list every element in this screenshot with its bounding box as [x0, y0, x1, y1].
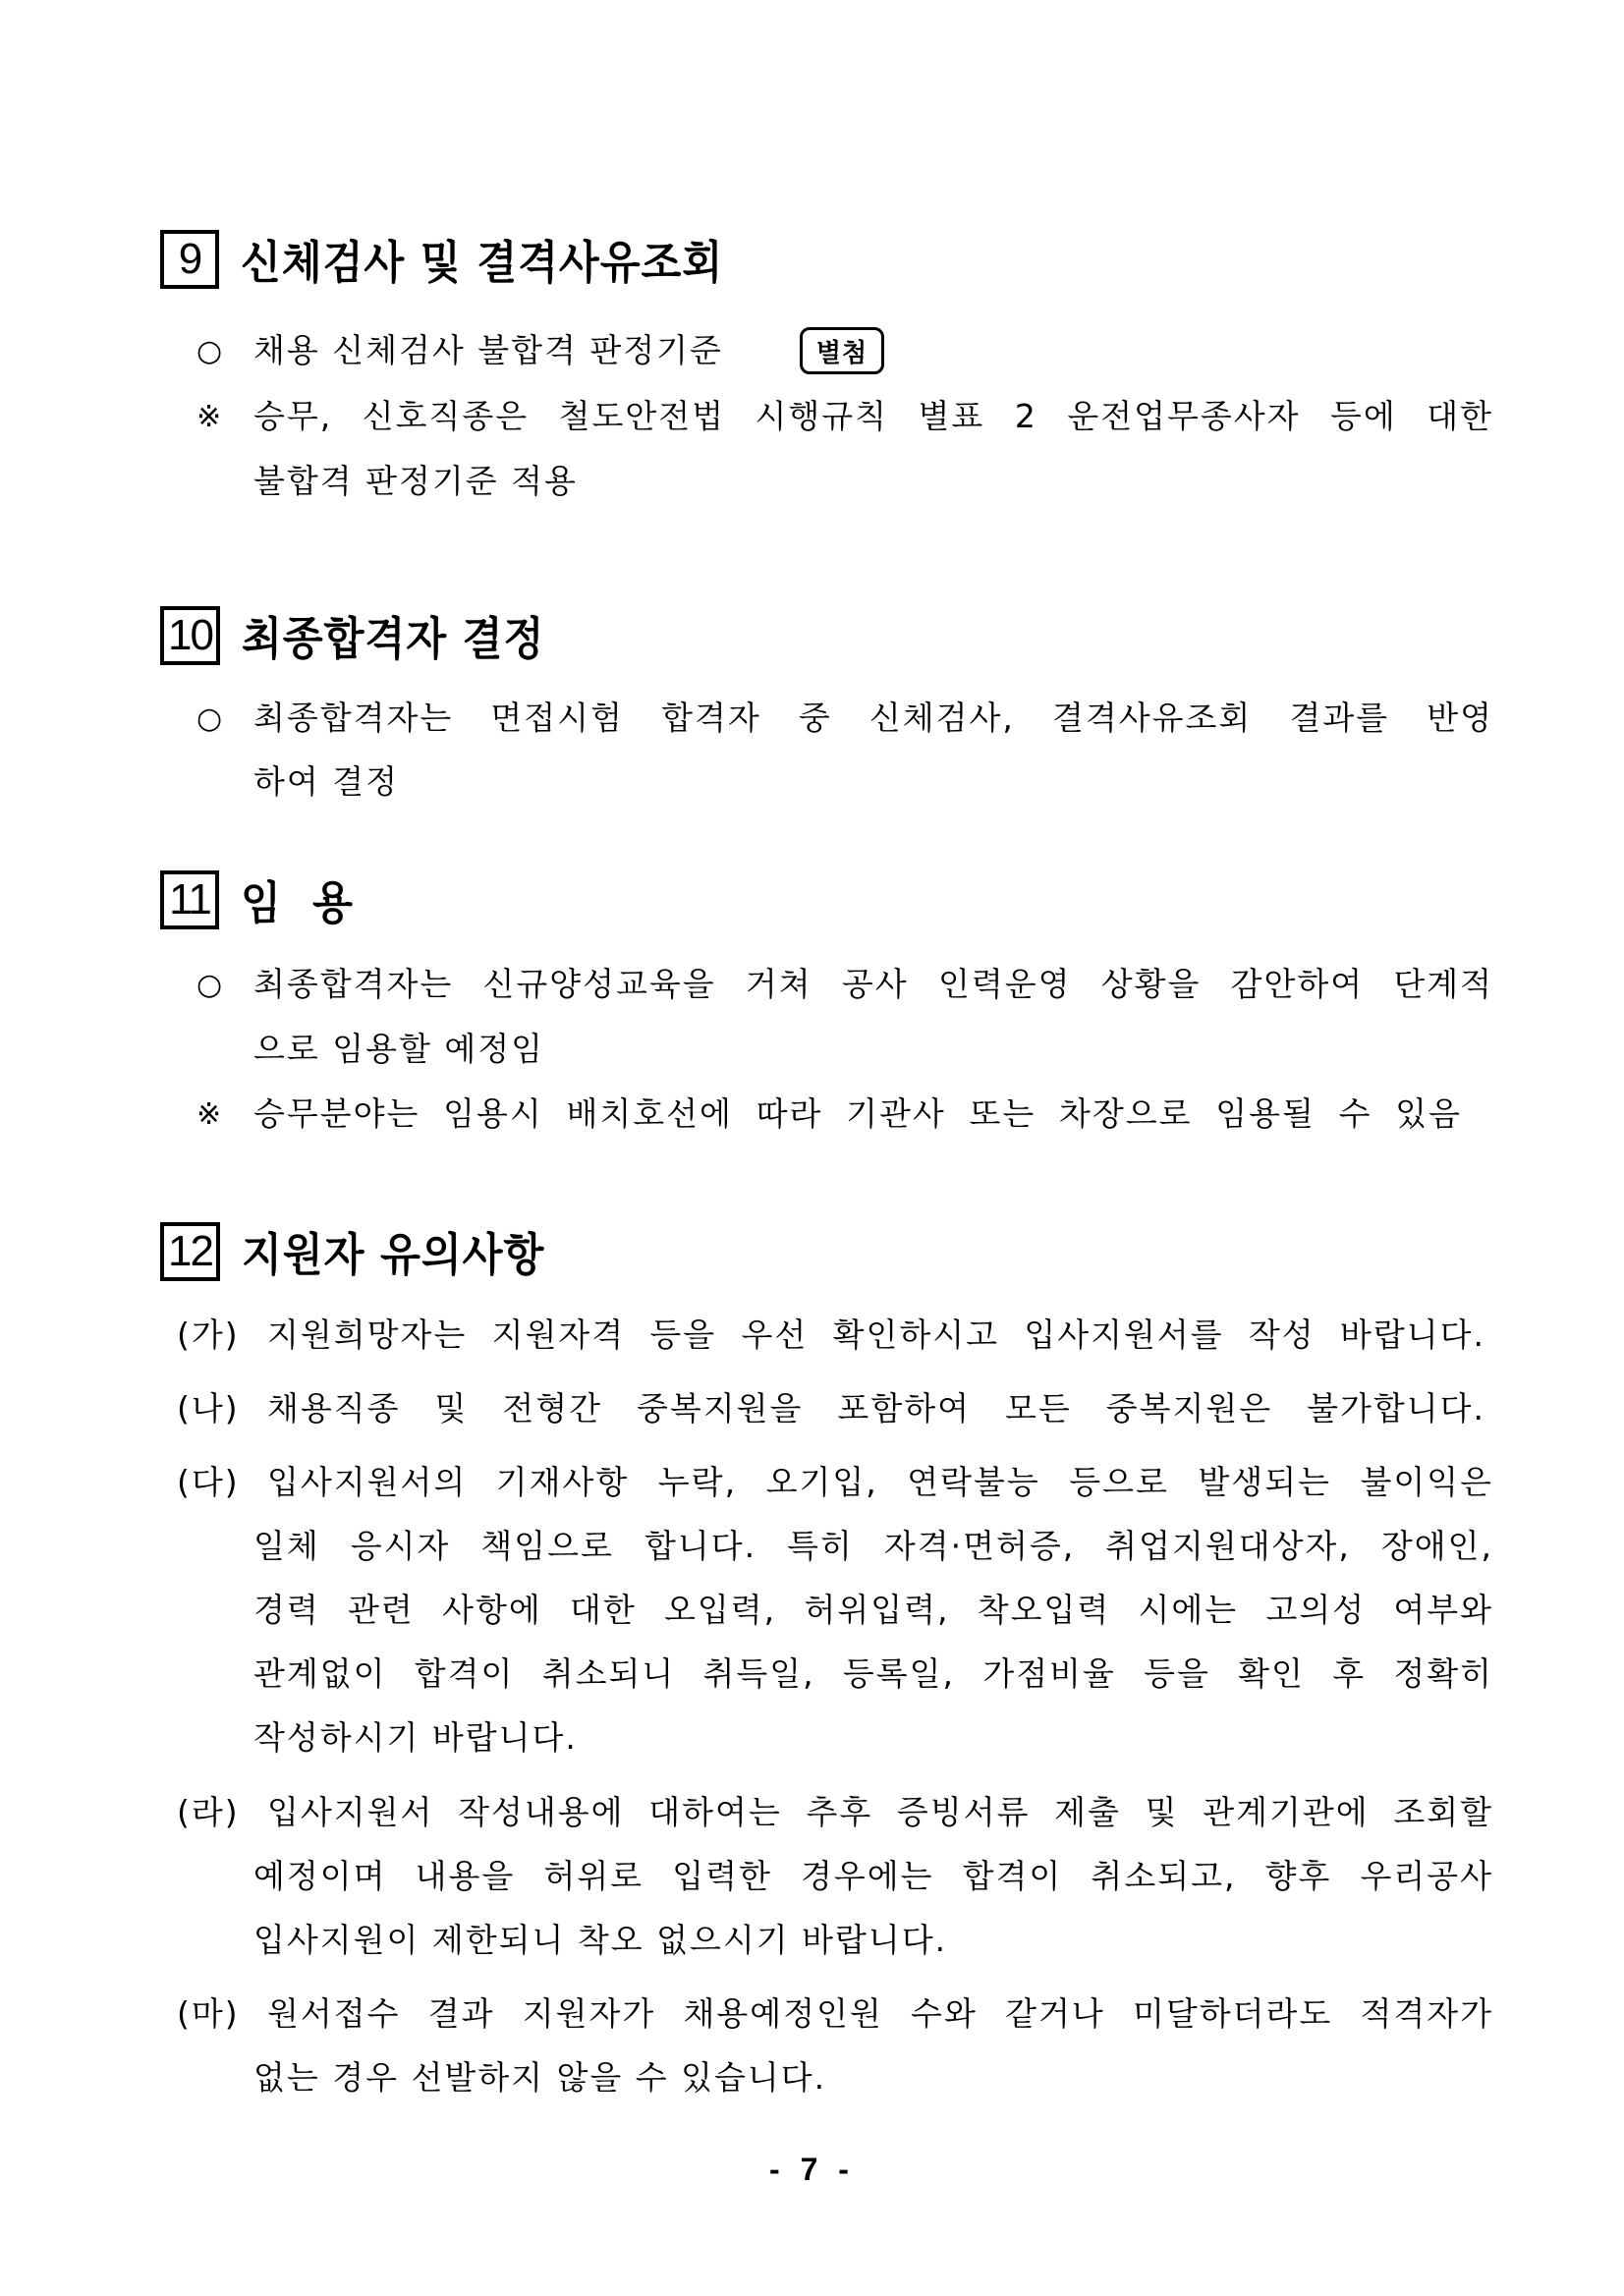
circle-bullet-icon: ○ [196, 701, 223, 736]
section-12-item-da-line-4: 관계없이 합격이 취소되니 취득일, 등록일, 가점비율 등을 확인 후 정확히 [253, 1654, 1493, 1693]
section-9-item-2-line-2: 불합격 판정기준 적용 [253, 462, 578, 500]
section-12-item-ma-line-2: 없는 경우 선발하지 않을 수 있습니다. [253, 2058, 827, 2097]
section-12-item-da-line-2: 일체 응시자 책임으로 합니다. 특히 자격·면허증, 취업지원대상자, 장애인, [253, 1527, 1493, 1565]
section-9-item-1-line-1: 채용 신체검사 불합격 판정기준 [253, 331, 723, 369]
section-title: 임 용 [241, 876, 354, 929]
section-12-item-ma-line-1: 원서접수 결과 지원자가 채용예정인원 수와 같거나 미달하더라도 적격자가 [267, 1994, 1493, 2033]
section-number-box: 11 [160, 870, 219, 929]
attachment-badge: 별첨 [800, 327, 884, 374]
section-number-box: 12 [160, 1222, 220, 1281]
section-12-item-ra-line-2: 예정이며 내용을 허위로 입력한 경우에는 합격이 취소되고, 향후 우리공사 [253, 1857, 1493, 1895]
section-12-item-na-line-1: 채용직종 및 전형간 중복지원을 포함하여 모든 중복지원은 불가합니다. [267, 1389, 1485, 1428]
section-12-item-ra-line-3: 입사지원이 제한되니 착오 없으시기 바랍니다. [253, 1921, 948, 1959]
section-11-item-2-line-1: 승무분야는 임용시 배치호선에 따라 기관사 또는 차장으로 임용될 수 있음 [253, 1094, 1462, 1133]
section-11-item-1-line-2: 으로 임용할 예정임 [253, 1030, 545, 1068]
circle-bullet-icon: ○ [196, 334, 223, 368]
section-12-item-ga-line-1: 지원희망자는 지원자격 등을 우선 확인하시고 입사지원서를 작성 바랍니다. [267, 1316, 1485, 1354]
section-11-heading [160, 870, 364, 929]
section-10-heading [160, 606, 571, 665]
item-label-ga: (가) [177, 1316, 240, 1354]
item-label-ra: (라) [177, 1793, 240, 1831]
section-number-box: 10 [160, 606, 220, 665]
section-10-item-1-line-1: 최종합격자는 면접시험 합격자 중 신체검사, 결격사유조회 결과를 반영 [253, 699, 1493, 737]
section-12-item-ra-line-1: 입사지원서 작성내용에 대하여는 추후 증빙서류 제출 및 관계기관에 조회할 [267, 1793, 1493, 1831]
section-title: 지원자 유의사항 [241, 1228, 545, 1281]
section-12-heading [160, 1222, 571, 1281]
section-9-heading [160, 230, 765, 289]
section-11-item-1-line-1: 최종합격자는 신규양성교육을 거쳐 공사 인력운영 상황을 감안하여 단계적 [253, 965, 1493, 1003]
section-12-item-da-line-3: 경력 관련 사항에 대한 오입력, 허위입력, 착오입력 시에는 고의성 여부와 [253, 1591, 1493, 1629]
section-12-item-da-line-1: 입사지원서의 기재사항 누락, 오기입, 연락불능 등으로 발생되는 불이익은 [267, 1463, 1493, 1501]
section-9-item-2-line-1: 승무, 신호직종은 철도안전법 시행규칙 별표 2 운전업무종사자 등에 대한 [253, 397, 1493, 435]
item-label-na: (나) [177, 1389, 240, 1428]
section-number-box: 9 [160, 230, 219, 289]
reference-mark-icon: ※ [196, 1097, 222, 1132]
reference-mark-icon: ※ [196, 400, 222, 434]
section-title: 신체검사 및 결격사유조회 [241, 236, 724, 289]
item-label-da: (다) [177, 1463, 240, 1501]
section-12-item-da-line-5: 작성하시기 바랍니다. [253, 1718, 578, 1757]
page-number: - 7 - [769, 2152, 855, 2187]
section-title: 최종합격자 결정 [241, 612, 545, 665]
item-label-ma: (마) [177, 1994, 240, 2033]
circle-bullet-icon: ○ [196, 968, 223, 1002]
section-10-item-1-line-2: 하여 결정 [253, 762, 400, 801]
